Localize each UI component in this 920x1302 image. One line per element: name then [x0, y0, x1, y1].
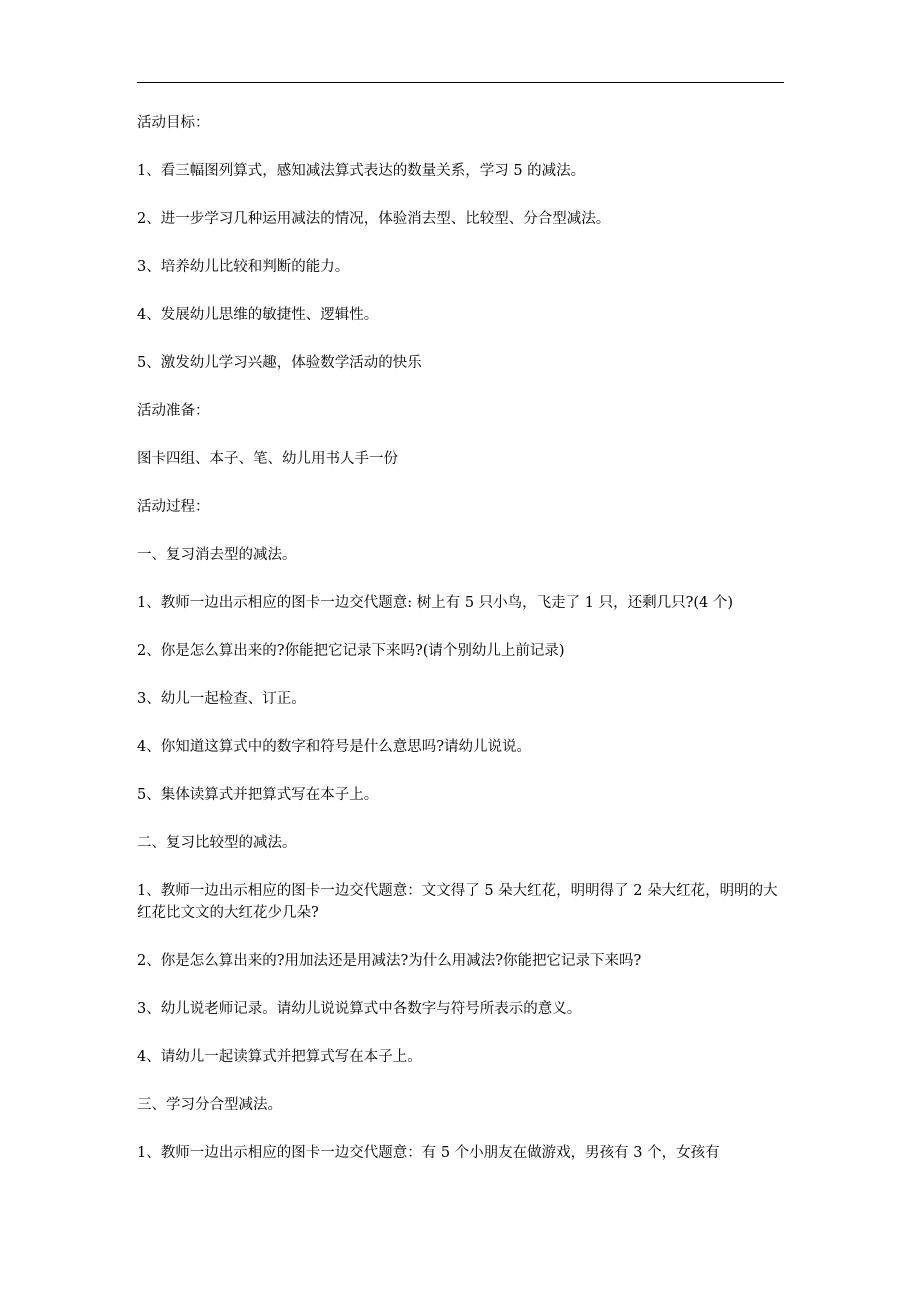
- process-part-3-heading: 三、学习分合型减法。: [137, 1097, 282, 1113]
- process-part-1-heading: 一、复习消去型的减法。: [137, 547, 297, 563]
- process-part-2-step-3: 3、幼儿说老师记录。请幼儿说说算式中各数字与符号所表示的意义。: [137, 1001, 582, 1017]
- process-part-1-step-4: 4、你知道这算式中的数字和符号是什么意思吗?请幼儿说说。: [137, 739, 531, 755]
- process-part-1-step-3: 3、幼儿一起检查、订正。: [137, 691, 306, 707]
- section-heading-process: 活动过程：: [137, 499, 210, 515]
- preparation-text: 图卡四组、本子、笔、幼儿用书人手一份: [137, 451, 398, 467]
- goal-item-3: 3、培养幼儿比较和判断的能力。: [137, 259, 350, 275]
- process-part-1-step-1: 1、教师一边出示相应的图卡一边交代题意: 树上有 5 只小鸟，飞走了 1 只，还剩几只?(4 个): [137, 595, 734, 611]
- process-part-2-step-2: 2、你是怎么算出来的?用加法还是用减法?为什么用减法?你能把它记录下来吗?: [137, 953, 642, 969]
- process-part-1-step-5: 5、集体读算式并把算式写在本子上。: [137, 787, 379, 803]
- goal-item-5: 5、激发幼儿学习兴趣，体验数学活动的快乐: [137, 355, 422, 371]
- document-body: [137, 112, 787, 1190]
- goal-item-2: 2、进一步学习几种运用减法的情况，体验消去型、比较型、分合型减法。: [137, 211, 611, 227]
- goal-item-4: 4、发展幼儿思维的敏捷性、逻辑性。: [137, 307, 379, 323]
- goal-item-1: 1、看三幅图列算式，感知减法算式表达的数量关系，学习 5 的减法。: [137, 163, 586, 179]
- section-heading-goals: 活动目标：: [137, 115, 210, 131]
- process-part-3-step-1: 1、教师一边出示相应的图卡一边交代题意：有 5 个小朋友在做游戏，男孩有 3 个，女孩有: [137, 1145, 720, 1161]
- process-part-2-heading: 二、复习比较型的减法。: [137, 835, 297, 851]
- section-heading-preparation: 活动准备：: [137, 403, 210, 419]
- process-part-2-step-4: 4、请幼儿一起读算式并把算式写在本子上。: [137, 1049, 422, 1065]
- process-part-1-step-2: 2、你是怎么算出来的?你能把它记录下来吗?(请个别幼儿上前记录): [137, 643, 565, 659]
- process-part-2-step-1: 1、教师一边出示相应的图卡一边交代题意：文文得了 5 朵大红花，明明得了 2 朵大红花，明明的大红花比文文的大红花少几朵?: [137, 883, 778, 921]
- header-rule: [137, 82, 784, 83]
